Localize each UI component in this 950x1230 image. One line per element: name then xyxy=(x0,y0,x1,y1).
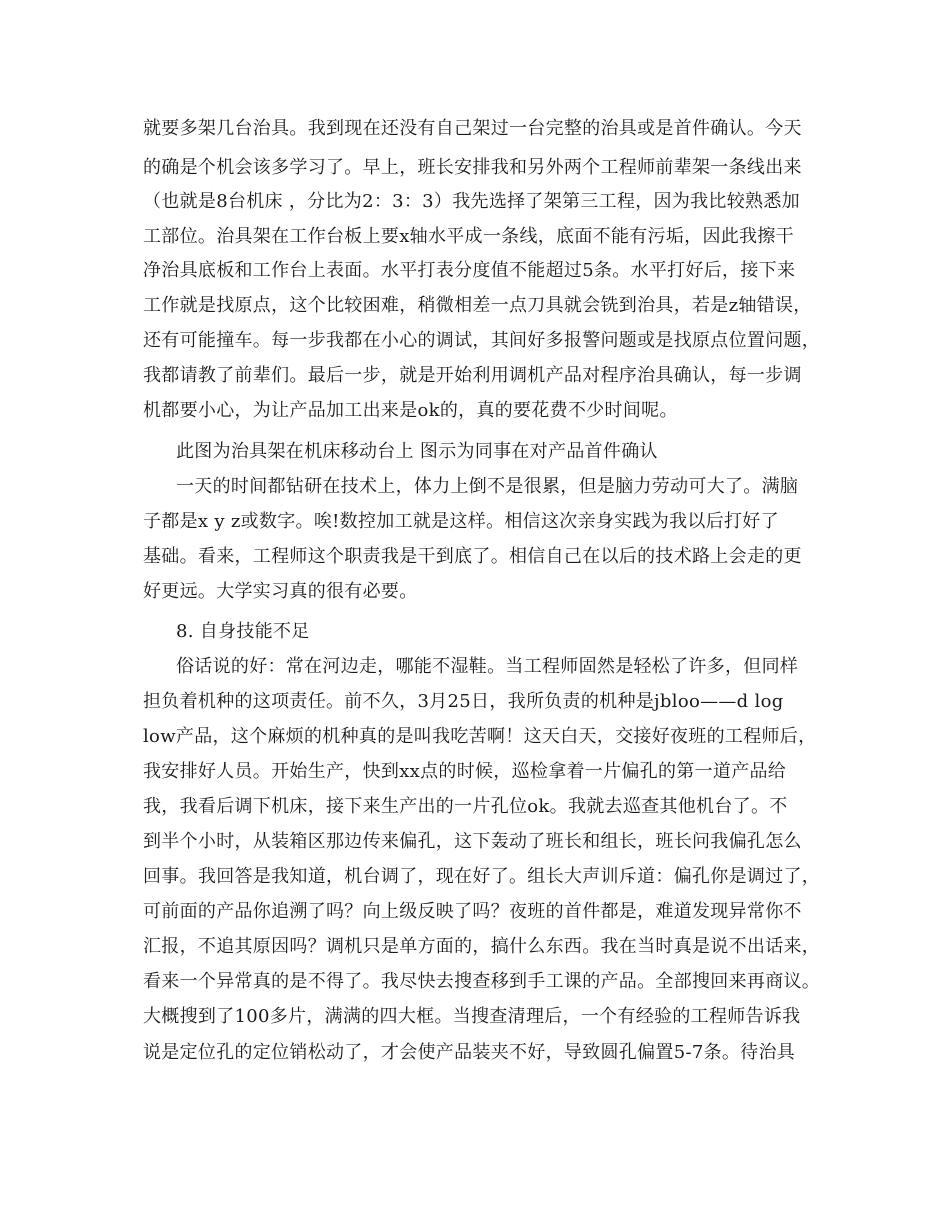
paragraph-line: 机都要小心，为让产品加工出来是ok的，真的要花费不少时间呢。 xyxy=(143,400,678,421)
paragraph-line: 好更远。大学实习真的很有必要。 xyxy=(143,581,418,602)
paragraph-line: 我，我看后调下机床，接下来生产出的一片孔位ok。我就去巡查其他机台了。不 xyxy=(143,796,788,817)
paragraph-line: 工作就是找原点，这个比较困难，稍微相差一点刀具就会铣到治具，若是z轴错误， xyxy=(143,295,812,316)
paragraph-line: 我都请教了前辈们。最后一步，就是开始利用调机产品对程序治具确认，每一步调 xyxy=(143,365,802,386)
paragraph-line: 净治具底板和工作台上表面。水平打表分度值不能超过5条。水平打好后，接下来 xyxy=(143,260,796,281)
paragraph-line: 到半个小时，从装箱区那边传来偏孔，这下轰动了班长和组长，班长问我偏孔怎么 xyxy=(143,831,802,852)
paragraph-line: 就要多架几台治具。我到现在还没有自己架过一台完整的治具或是首件确认。今天 xyxy=(143,118,802,139)
paragraph-line: 还有可能撞车。每一步我都在小心的调试，其间好多报警问题或是找原点位置问题， xyxy=(143,330,821,351)
paragraph-line: 的确是个机会该多学习了。早上，班长安排我和另外两个工程师前辈架一条线出来 xyxy=(143,157,802,178)
paragraph-line: 子都是x y z或数字。唉!数控加工就是这样。相信这次亲身实践为我以后打好了 xyxy=(143,511,779,532)
paragraph-line: 说是定位孔的定位销松动了，才会使产品装夹不好，导致圆孔偏置5-7条。待治具 xyxy=(143,1042,796,1063)
paragraph-line: 回事。我回答是我知道，机台调了，现在好了。组长大声训斥道：偏孔你是调过了， xyxy=(143,866,821,887)
paragraph-line: 我安排好人员。开始生产，快到xx点的时候，巡检拿着一片偏孔的第一道产品给 xyxy=(143,761,787,782)
section-heading: 8. 自身技能不足 xyxy=(176,621,310,642)
paragraph-line: 基础。看来，工程师这个职责我是干到底了。相信自己在以后的技术路上会走的更 xyxy=(143,546,802,567)
paragraph-line: 看来一个异常真的是不得了。我尽快去搜查移到手工课的产品。全部搜回来再商议。 xyxy=(143,971,821,992)
paragraph-line: 一天的时间都钻研在技术上，体力上倒不是很累，但是脑力劳动可大了。满脑 xyxy=(176,476,799,497)
paragraph-line: low产品，这个麻烦的机种真的是叫我吃苦啊！这天白天，交接好夜班的工程师后， xyxy=(143,726,817,747)
image-caption: 此图为治具架在机床移动台上 图示为同事在对产品首件确认 xyxy=(176,441,658,462)
paragraph-line: 工部位。治具架在工作台板上要x轴水平成一条线，底面不能有污垢，因此我擦干 xyxy=(143,226,794,247)
paragraph-line: 大概搜到了100多片，满满的四大框。当搜查清理后，一个有经验的工程师告诉我 xyxy=(143,1006,801,1027)
paragraph-line: （也就是8台机床 ，分比为2：3：3）我先选择了架第三工程，因为我比较熟悉加 xyxy=(143,191,800,212)
paragraph-line: 担负着机种的这项责任。前不久，3月25日，我所负责的机种是jbloo——d log xyxy=(143,691,784,712)
paragraph-line: 俗话说的好：常在河边走，哪能不湿鞋。当工程师固然是轻松了许多，但同样 xyxy=(176,656,799,677)
paragraph-line: 可前面的产品你追溯了吗？向上级反映了吗？夜班的首件都是，难道发现异常你不 xyxy=(143,901,802,922)
paragraph-line: 汇报，不追其原因吗？调机只是单方面的，搞什么东西。我在当时真是说不出话来， xyxy=(143,936,821,957)
